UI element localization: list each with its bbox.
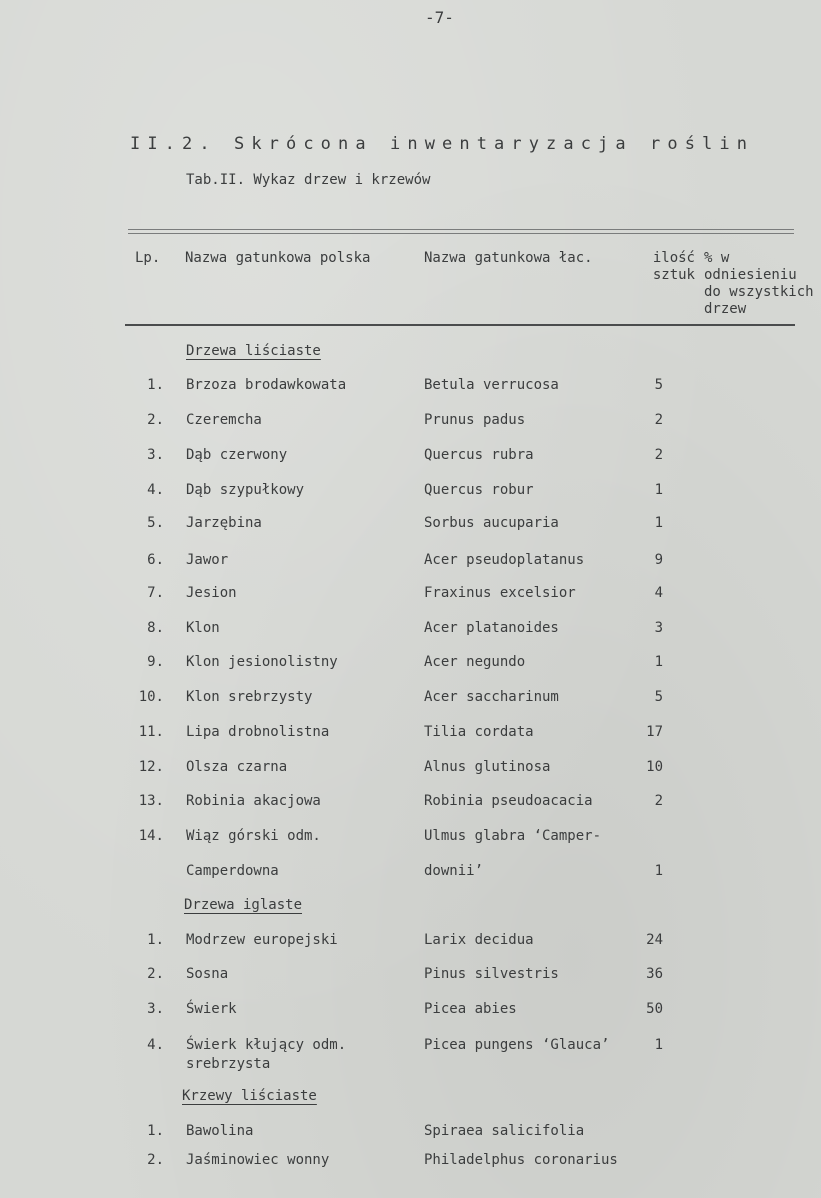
count: 2 [654, 412, 663, 428]
table-row [0, 1001, 821, 1021]
row-number: 3. [147, 1001, 164, 1017]
polish-name: Świerk [186, 1001, 237, 1017]
latin-name: Larix decidua [424, 932, 534, 948]
row-number: 2. [147, 412, 164, 428]
latin-name: Quercus robur [424, 482, 534, 498]
group-heading-conifer: Drzewa iglaste [184, 897, 303, 913]
polish-name: Klon jesionolistny [186, 654, 338, 670]
header-top-rule [128, 229, 794, 230]
row-number: 6. [147, 552, 164, 568]
row-number: 4. [147, 1037, 164, 1053]
polish-name: Jesion [186, 585, 237, 601]
page-number: -7- [425, 8, 454, 27]
polish-name: Wiąz górski odm. [186, 828, 321, 844]
latin-name: Robinia pseudoacacia [424, 793, 593, 809]
table-row [0, 689, 821, 709]
header-bottom-rule [125, 324, 795, 326]
row-number: 5. [147, 515, 164, 531]
polish-name: Modrzew europejski [186, 932, 338, 948]
table-row [0, 828, 821, 848]
row-number: 14. [138, 828, 164, 844]
polish-name: Sosna [186, 966, 229, 982]
latin-name: Quercus rubra [424, 447, 534, 463]
count: 10 [646, 759, 663, 775]
latin-name: Acer saccharinum [424, 689, 559, 705]
polish-name: Lipa drobnolistna [186, 724, 330, 740]
table-row [0, 620, 821, 640]
polish-name: Brzoza brodawkowata [186, 377, 347, 393]
row-number: 11. [138, 724, 164, 740]
polish-name: Dąb czerwony [186, 447, 288, 463]
row-number: 1. [147, 1123, 164, 1139]
table-row [0, 515, 821, 535]
latin-name: Spiraea salicifolia [424, 1123, 585, 1139]
row-number: 4. [147, 482, 164, 498]
count: 5 [654, 689, 663, 705]
count: 1 [654, 654, 663, 670]
column-header-count: ilość sztuk [652, 250, 695, 283]
polish-name: Camperdowna [186, 863, 279, 879]
table-row [0, 377, 821, 397]
row-number: 2. [147, 966, 164, 982]
polish-name: Klon [186, 620, 220, 636]
latin-name: Tilia cordata [424, 724, 534, 740]
count: 50 [646, 1001, 663, 1017]
latin-name: Picea pungens ‘Glauca’ [424, 1037, 610, 1053]
count: 1 [654, 515, 663, 531]
table-row [0, 932, 821, 952]
latin-name: downii’ [424, 863, 484, 879]
count: 3 [654, 620, 663, 636]
group-heading-broadleaf: Drzewa liściaste [186, 343, 321, 359]
latin-name: Sorbus aucuparia [424, 515, 559, 531]
latin-name: Prunus padus [424, 412, 526, 428]
table-row [0, 585, 821, 605]
count: 36 [646, 966, 663, 982]
polish-name: Świerk kłujący odm. [186, 1037, 347, 1053]
row-number: 10. [138, 689, 164, 705]
table-row [0, 793, 821, 813]
latin-name: Acer pseudoplatanus [424, 552, 585, 568]
table-row [0, 1056, 821, 1076]
latin-name: Pinus silvestris [424, 966, 559, 982]
count: 2 [654, 447, 663, 463]
latin-name: Picea abies [424, 1001, 517, 1017]
latin-name: Alnus glutinosa [424, 759, 551, 775]
table-row [0, 863, 821, 883]
row-number: 13. [138, 793, 164, 809]
count: 9 [654, 552, 663, 568]
row-number: 9. [147, 654, 164, 670]
row-number: 12. [138, 759, 164, 775]
latin-name: Philadelphus coronarius [424, 1152, 618, 1168]
latin-name: Fraxinus excelsior [424, 585, 576, 601]
table-row [0, 654, 821, 674]
header-top-rule-2 [128, 233, 794, 234]
polish-name: Olsza czarna [186, 759, 288, 775]
column-header-percent: % w odniesieniu do wszystkich drzew [704, 250, 814, 317]
polish-name: Jarzębina [186, 515, 262, 531]
count: 5 [654, 377, 663, 393]
polish-name: srebrzysta [186, 1056, 271, 1072]
table-row [0, 724, 821, 744]
column-header-latin-name: Nazwa gatunkowa łac. [424, 250, 593, 266]
group-heading-shrubs: Krzewy liściaste [182, 1088, 317, 1104]
polish-name: Jaśminowiec wonny [186, 1152, 330, 1168]
latin-name: Betula verrucosa [424, 377, 559, 393]
table-row [0, 1152, 821, 1172]
row-number: 8. [147, 620, 164, 636]
count: 2 [654, 793, 663, 809]
count: 17 [646, 724, 663, 740]
count: 1 [654, 1037, 663, 1053]
row-number: 3. [147, 447, 164, 463]
section-title: II.2. Skrócona inwentaryzacja roślin [130, 134, 755, 154]
latin-name: Acer platanoides [424, 620, 559, 636]
table-row [0, 482, 821, 502]
table-row [0, 1037, 821, 1057]
count: 1 [654, 863, 663, 879]
row-number: 2. [147, 1152, 164, 1168]
row-number: 7. [147, 585, 164, 601]
latin-name: Acer negundo [424, 654, 526, 670]
table-row [0, 552, 821, 572]
polish-name: Robinia akacjowa [186, 793, 321, 809]
polish-name: Czeremcha [186, 412, 262, 428]
count: 4 [654, 585, 663, 601]
column-header-lp: Lp. [135, 250, 161, 266]
table-row [0, 412, 821, 432]
table-row [0, 759, 821, 779]
polish-name: Dąb szypułkowy [186, 482, 305, 498]
table-row [0, 447, 821, 467]
polish-name: Bawolina [186, 1123, 254, 1139]
polish-name: Jawor [186, 552, 229, 568]
table-row [0, 966, 821, 986]
column-header-polish-name: Nazwa gatunkowa polska [185, 250, 371, 266]
count: 24 [646, 932, 663, 948]
polish-name: Klon srebrzysty [186, 689, 313, 705]
table-caption: Tab.II. Wykaz drzew i krzewów [186, 172, 431, 188]
row-number: 1. [147, 377, 164, 393]
table-row [0, 1123, 821, 1143]
row-number: 1. [147, 932, 164, 948]
count: 1 [654, 482, 663, 498]
latin-name: Ulmus glabra ‘Camper- [424, 828, 602, 844]
